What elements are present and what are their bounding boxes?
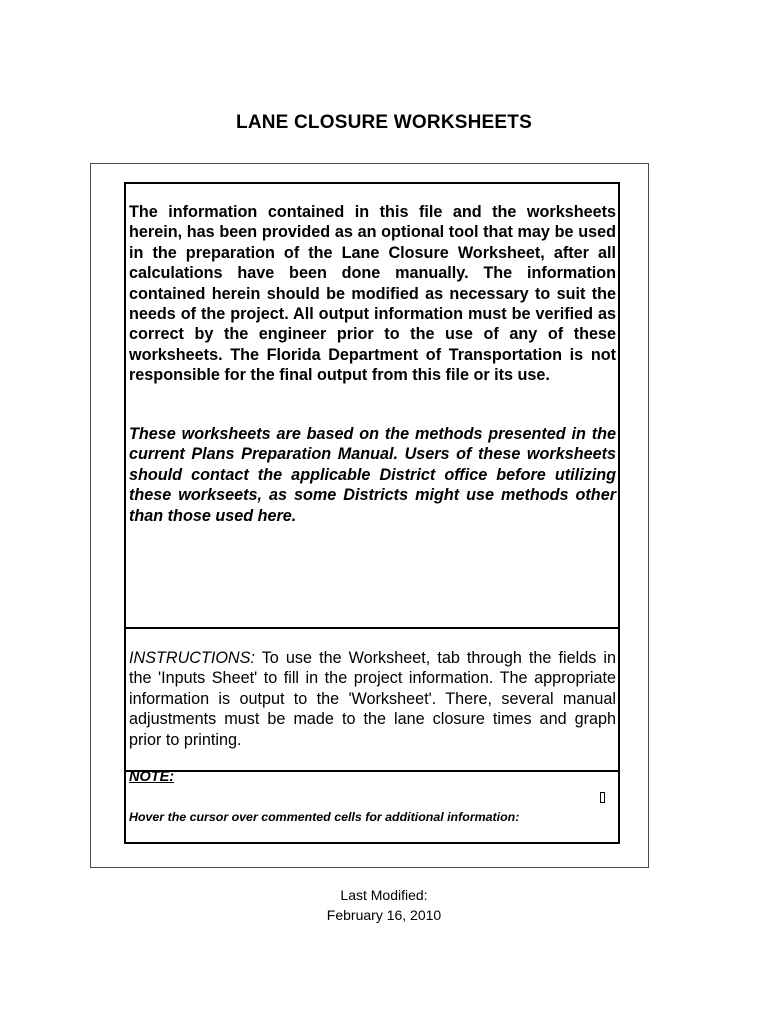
last-modified-date: February 16, 2010	[326, 907, 442, 923]
comment-marker-icon	[600, 792, 605, 803]
methods-paragraph: These worksheets are based on the methods presented in the current Plans Preparation Manual. Users of these worksheets should contact the applicable District office before utilizing these workseets, as some Districts might use methods other than those used here.	[129, 425, 616, 525]
hover-instruction: Hover the cursor over commented cells for additional information:	[129, 810, 520, 824]
disclaimer-paragraph: The information contained in this file and the worksheets herein, has been provided as an optional tool that may be used in the preparation of the Lane Closure Worksheet, after all calculations have been done manually. The information contained herein should be modified as necessary to suit the needs of the project. All output information must be verified as correct by the engineer prior to the use of any of these worksheets. The Florida Department of Transportation is not responsible for the final output from this file or its use.	[129, 203, 616, 385]
disclaimer-section	[126, 184, 618, 629]
page-title: LANE CLOSURE WORKSHEETS	[236, 112, 532, 133]
last-modified-label: Last Modified:	[340, 887, 428, 903]
instructions-section	[126, 629, 618, 772]
instructions-label: INSTRUCTIONS:	[129, 649, 255, 667]
note-label: NOTE:	[129, 769, 175, 785]
instructions-paragraph	[129, 648, 616, 750]
worksheet-info-box	[124, 182, 620, 844]
instructions-text: To use the Worksheet, tab through the fields in the 'Inputs Sheet' to fill in the project information. The appropriate information is output to the 'Worksheet'. There, several manual adjustments must be made to the lane closure times and graph prior to printing.	[129, 649, 616, 749]
note-section	[126, 769, 618, 842]
